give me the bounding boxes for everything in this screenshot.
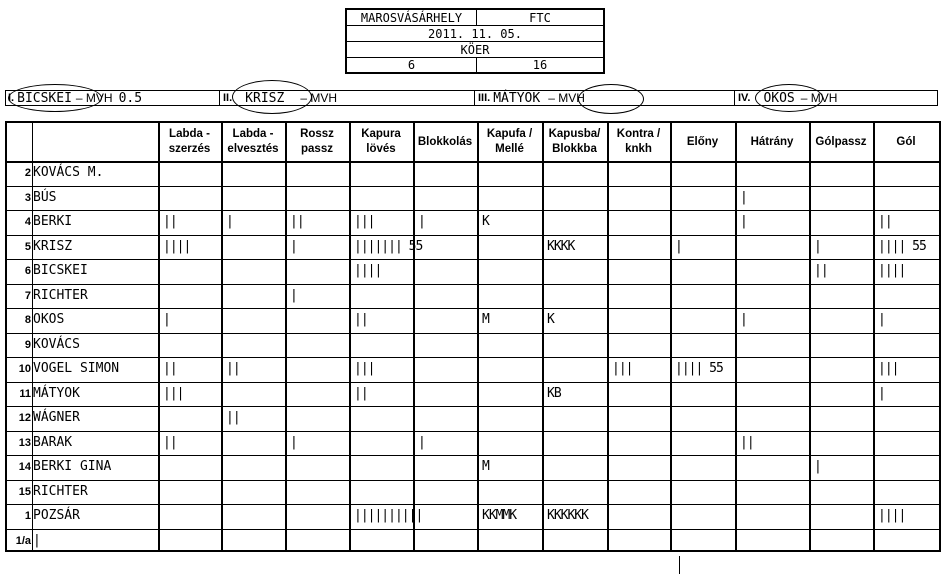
stat-mark: | [740, 189, 747, 205]
stat-mark: |||| [354, 263, 382, 278]
row-number: 13 [18, 436, 31, 449]
player-name: BÚS [33, 189, 57, 205]
row-number: 15 [18, 485, 31, 498]
row-separator [7, 284, 939, 285]
stat-mark: |||| 55 [878, 238, 926, 254]
header-row-period [347, 42, 603, 58]
stat-mark: || [354, 312, 368, 327]
column-header: Gólpassz [815, 135, 867, 148]
stat-mark: ||| [354, 214, 375, 229]
row-separator [7, 455, 939, 456]
stat-mark: KKKK [547, 238, 575, 254]
stat-mark: KKKKKK [547, 508, 588, 523]
player-name: RICHTER [33, 483, 88, 499]
column-header: Kapufa / Mellé [486, 128, 533, 155]
stat-mark: | [163, 312, 170, 327]
stat-mark: ||||||| 55 [354, 238, 423, 254]
stat-mark: | [675, 238, 682, 254]
stats-table [5, 121, 941, 552]
name-circle [8, 84, 102, 112]
line-4-name: OKOS [763, 90, 795, 106]
column-header: Hátrány [750, 135, 794, 148]
header-row-teams [347, 10, 603, 26]
stat-mark: || [163, 214, 177, 229]
stat-mark: | [814, 459, 821, 474]
row-number: 7 [24, 289, 31, 302]
stat-mark: || [163, 434, 177, 450]
player-name: WÁGNER [33, 410, 80, 425]
column-header: Kontra / knkh [616, 128, 661, 155]
name-circle [755, 84, 823, 112]
row-separator [7, 259, 939, 260]
row-number: 11 [19, 387, 31, 400]
stat-mark: | [290, 434, 297, 450]
stat-mark: ||| [878, 361, 899, 376]
stat-mark: |||| [878, 508, 906, 523]
column-divider [607, 123, 609, 550]
stat-mark: || [354, 385, 368, 401]
player-name: OKOS [33, 312, 65, 327]
header-place: MAROSVÁSÁRHELY [347, 10, 477, 25]
column-divider [873, 123, 875, 550]
line-1-suffix: – MVH [75, 91, 113, 105]
line-4-roman: IV. [738, 92, 751, 104]
stat-mark: |||| 55 [675, 361, 723, 376]
row-number: 4 [24, 216, 31, 228]
row-number: 14 [18, 461, 31, 473]
line-2-name: KRISZ [245, 90, 285, 106]
header-separator [7, 161, 939, 163]
player-name: BERKI [33, 214, 73, 229]
row-separator [7, 480, 939, 481]
row-separator [7, 333, 939, 334]
stat-mark: |||||||||| [354, 508, 423, 523]
row-separator [7, 210, 939, 211]
line-divider [734, 91, 735, 105]
stat-mark: M [482, 459, 489, 474]
player-name: RICHTER [33, 287, 88, 303]
stat-mark: |||| [878, 263, 906, 278]
row-number: 8 [24, 314, 31, 326]
column-divider [735, 123, 737, 550]
stat-mark: || [878, 214, 892, 229]
header-score-away: 16 [532, 58, 548, 72]
stat-mark: | [290, 238, 297, 254]
column-header: Előny [686, 135, 719, 148]
stat-mark: | [226, 214, 233, 229]
row-number: 5 [24, 240, 31, 253]
stat-mark: || [163, 361, 177, 376]
player-name: POZSÁR [33, 508, 80, 523]
column-divider [670, 123, 672, 550]
column-divider [221, 123, 223, 550]
stat-mark: || [740, 434, 754, 450]
line-1-roman: I. [8, 92, 15, 104]
row-separator [7, 431, 939, 432]
row-separator [7, 186, 939, 187]
stat-mark: || [226, 410, 240, 425]
player-name: KRISZ [33, 238, 73, 254]
column-divider [809, 123, 811, 550]
line-1-extra: 0.5 [118, 90, 143, 106]
column-divider [349, 123, 351, 550]
line-4-suffix: – MVH [800, 91, 838, 105]
stat-mark: KKMMK [482, 508, 517, 523]
row-separator [7, 406, 939, 407]
row-separator [7, 529, 939, 530]
row-number: 2 [24, 167, 31, 179]
stat-mark: KB [547, 385, 561, 401]
stat-mark: | [814, 238, 821, 254]
player-name: KOVÁCS M. [33, 165, 104, 180]
line-divider [474, 91, 475, 105]
row-number: 12 [18, 412, 31, 424]
column-divider [158, 123, 160, 550]
player-name: BICSKEI [33, 263, 88, 278]
stat-mark: | [740, 214, 747, 229]
column-header: Blokkolás [417, 135, 473, 148]
stat-mark: K [482, 214, 489, 229]
header-score-home: 6 [347, 58, 477, 72]
row-separator [7, 235, 939, 236]
column-header: Labda - elvesztés [227, 128, 279, 155]
stat-mark: ||| [354, 361, 375, 376]
player-name: VOGEL SIMON [33, 361, 120, 376]
header-date: 2011. 11. 05. [428, 26, 522, 41]
player-name: | [33, 532, 41, 548]
stat-mark: | [418, 434, 425, 450]
row-number: 6 [24, 265, 31, 277]
player-name: KOVÁCS [33, 336, 80, 352]
stat-mark: || [290, 214, 304, 229]
row-number: 10 [18, 363, 31, 375]
row-number: 1/a [15, 534, 31, 547]
row-separator [7, 357, 939, 358]
stat-mark: | [290, 287, 297, 303]
name-circle [232, 80, 312, 114]
stat-mark: M [482, 312, 489, 327]
column-header: Kapusba/ Blokkba [548, 128, 601, 155]
column-header: Gól [896, 135, 916, 148]
line-3-name: MÁTYOK [493, 90, 541, 106]
match-header-box [345, 8, 605, 74]
stat-mark: || [814, 263, 828, 278]
stat-mark: | [878, 312, 885, 327]
header-row-date [347, 26, 603, 42]
pen-mark [679, 556, 680, 574]
player-name: MÁTYOK [33, 385, 80, 401]
row-number: 1 [24, 510, 31, 522]
column-header: Kapura lövés [361, 128, 401, 155]
column-header: Labda - szerzés [168, 128, 211, 155]
column-divider [477, 123, 479, 550]
stat-mark: | [740, 312, 747, 327]
column-divider [413, 123, 415, 550]
stat-mark: K [547, 312, 554, 327]
line-1-name: BICSKEI [17, 90, 72, 106]
column-header: Rossz passz [300, 128, 334, 155]
stat-mark: | [878, 385, 885, 401]
line-2-suffix: – MVH [300, 91, 337, 105]
name-circle [578, 84, 644, 114]
line-3-roman: III. [478, 92, 491, 104]
row-separator [7, 308, 939, 309]
row-separator [7, 382, 939, 383]
column-divider [542, 123, 544, 550]
stat-mark: || [226, 361, 240, 376]
stat-mark: |||| [163, 238, 191, 254]
player-name: BARAK [33, 434, 73, 450]
line-divider [219, 91, 220, 105]
player-name: BERKI GINA [33, 459, 112, 474]
row-number: 9 [24, 338, 31, 351]
column-divider [285, 123, 287, 550]
stat-mark: ||| [612, 361, 633, 376]
header-row-score [347, 58, 603, 72]
row-separator [7, 504, 939, 505]
header-period: KÖER [460, 42, 490, 57]
row-number: 3 [24, 191, 31, 204]
stat-mark: | [418, 214, 425, 229]
line-3-suffix: – MVH [548, 91, 585, 105]
stat-mark: ||| [163, 385, 184, 401]
header-opponent: FTC [529, 10, 551, 25]
line-2-roman: II. [223, 92, 233, 104]
